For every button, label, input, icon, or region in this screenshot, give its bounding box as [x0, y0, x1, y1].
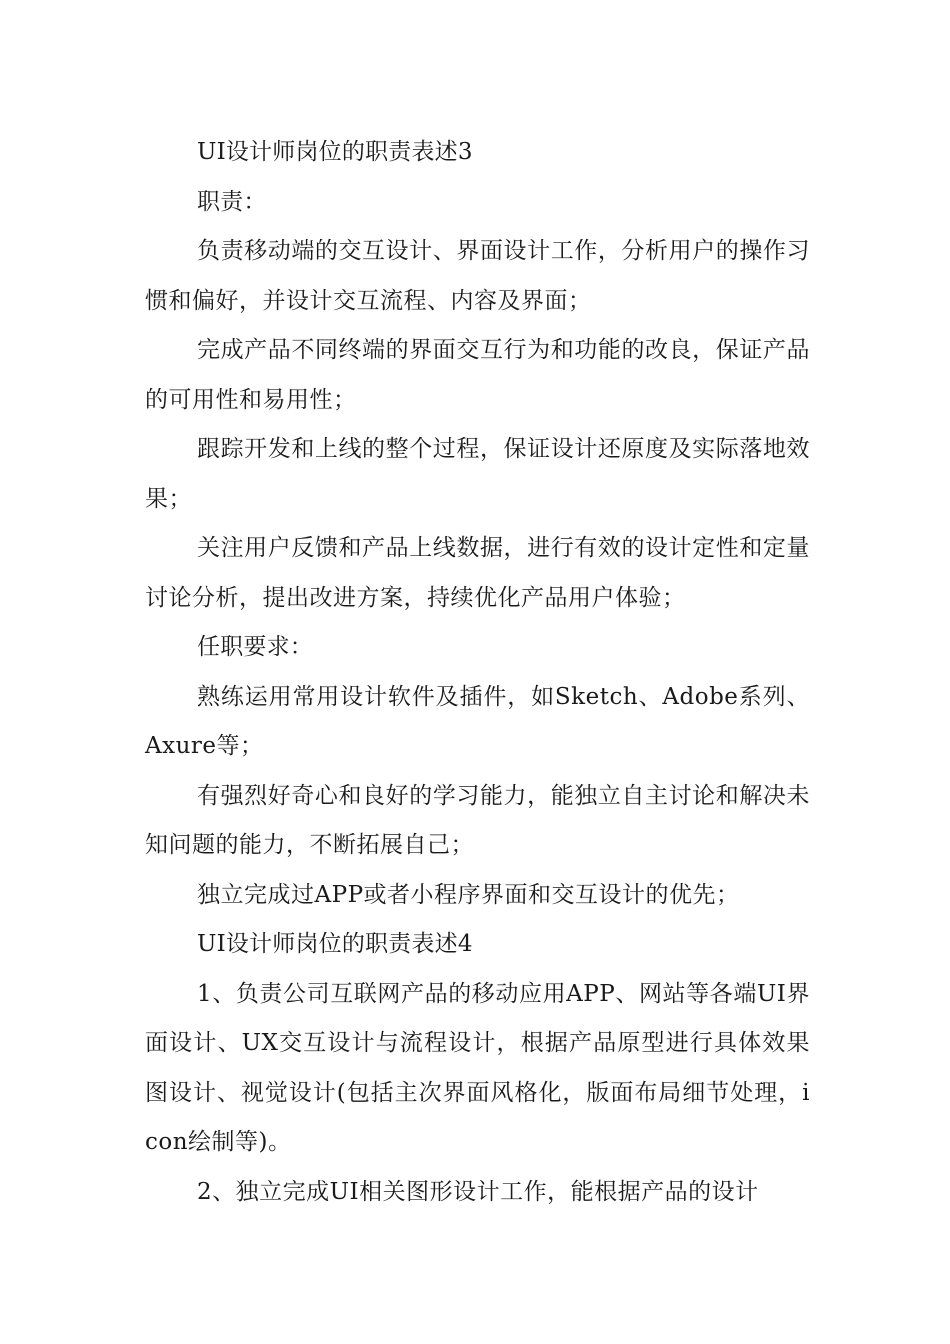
section-title-3: UI设计师岗位的职责表述3	[197, 139, 473, 165]
paragraph: 完成产品不同终端的界面交互行为和功能的改良，保证产品的可用性和易用性；	[145, 337, 810, 413]
paragraph: 2、独立完成UI相关图形设计工作，能根据产品的设计	[197, 1178, 759, 1205]
paragraph: 熟练运用常用设计软件及插件，如Sketch、Adobe系列、Axure等；	[145, 683, 810, 759]
document-body	[145, 128, 810, 1217]
paragraph: 跟踪开发和上线的整个过程，保证设计还原度及实际落地效果；	[145, 436, 810, 512]
paragraph: 独立完成过APP或者小程序界面和交互设计的优先；	[197, 881, 740, 908]
section-title-4: UI设计师岗位的职责表述4	[197, 931, 473, 957]
paragraph: 关注用户反馈和产品上线数据，进行有效的设计定性和定量讨论分析，提出改进方案，持续优化产品用户体验；	[145, 535, 810, 611]
paragraph: 1、负责公司互联网产品的移动应用APP、网站等各端UI界面设计、UX交互设计与流程设计，根据产品原型进行具体效果图设计、视觉设计(包括主次界面风格化，版面布局细节处理，icon绘制等)。	[145, 980, 810, 1155]
paragraph: 有强烈好奇心和良好的学习能力，能独立自主讨论和解决未知问题的能力，不断拓展自己；	[145, 782, 810, 858]
requirements-heading: 任职要求：	[197, 634, 313, 660]
paragraph: 负责移动端的交互设计、界面设计工作，分析用户的操作习惯和偏好，并设计交互流程、内容及界面；	[145, 238, 810, 314]
responsibilities-heading: 职责：	[197, 188, 267, 215]
